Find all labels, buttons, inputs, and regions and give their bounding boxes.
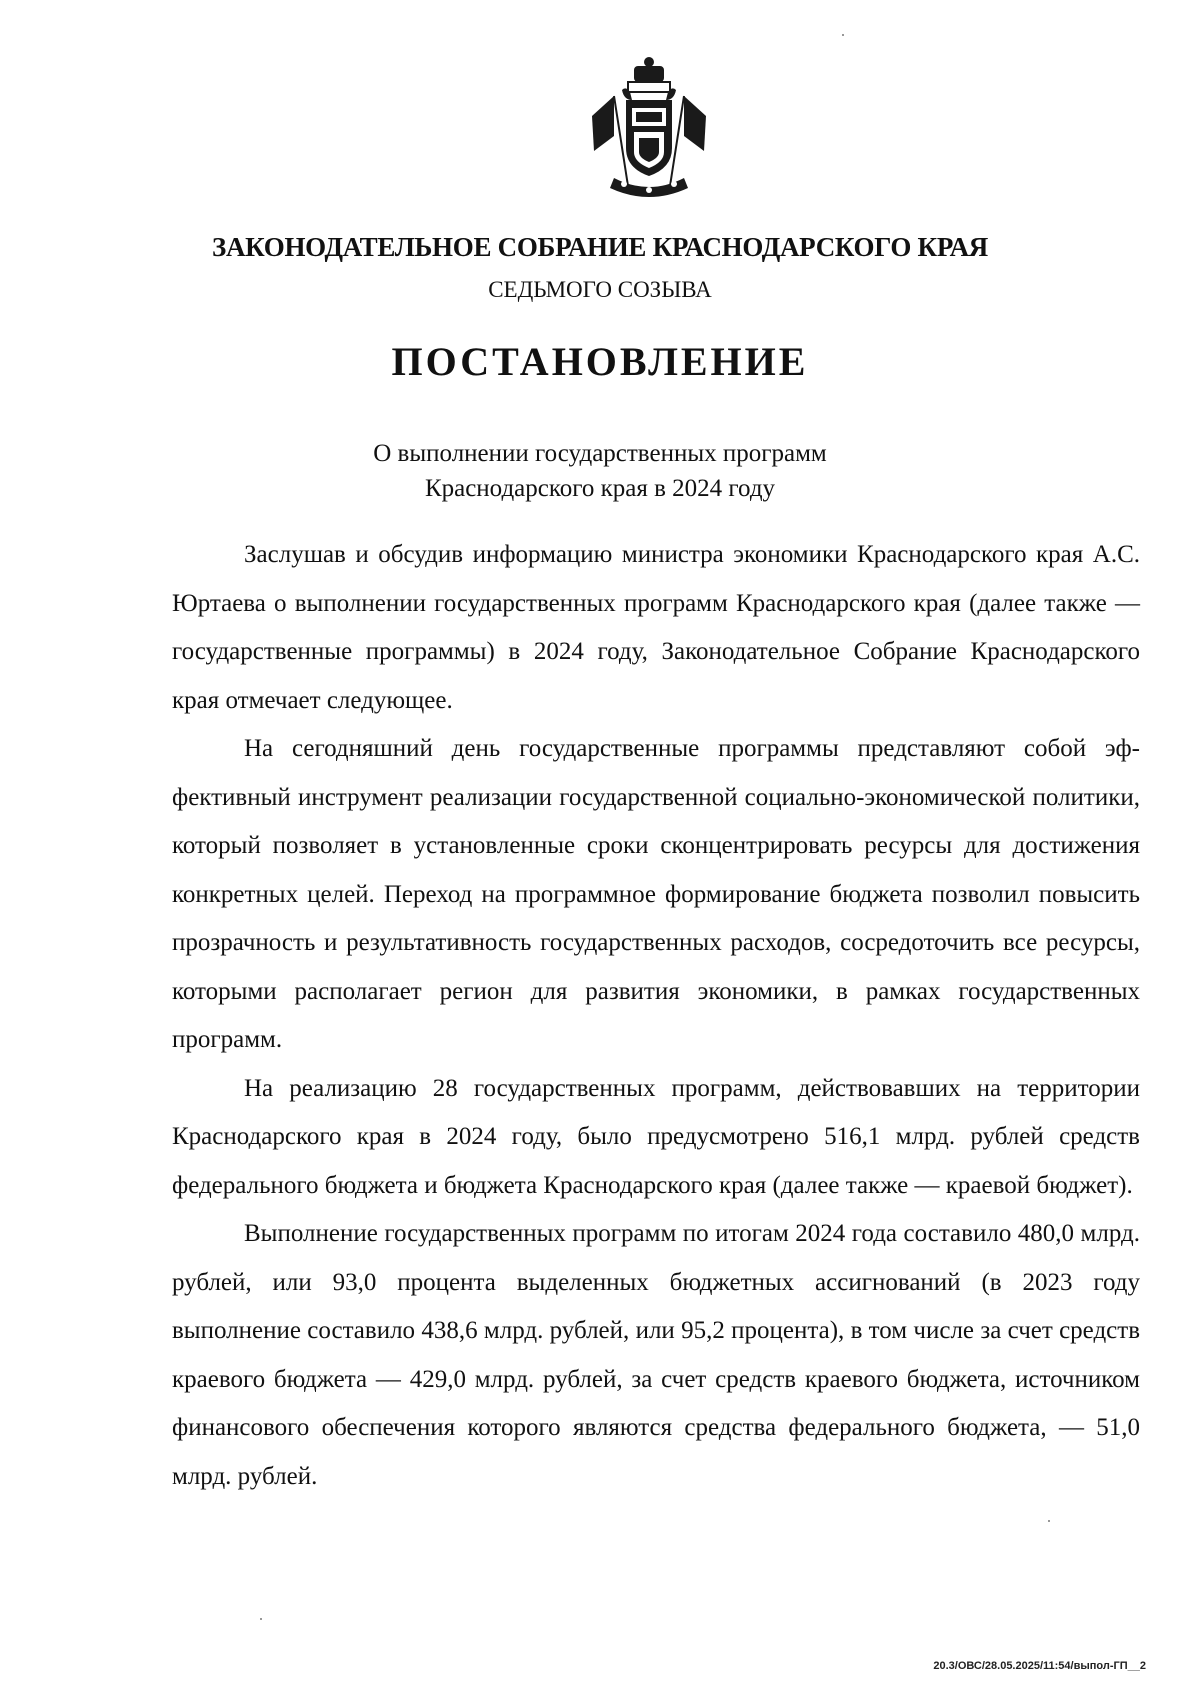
document-subject [0,436,1200,506]
body-paragraph: На реализацию 28 государственных программ, действовавших на территории Краснодарского края в 2024 году, было предусмотрено 516,1 млрд. рублей средств федерального бюджета и бюджета Краснодарского края (далее также — краевой бюджет). [172,1074,1140,1199]
scan-speck [842,34,844,36]
organization-name: ЗАКОНОДАТЕЛЬНОЕ СОБРАНИЕ КРАСНОДАРСКОГО КРАЯ [212,232,988,262]
scan-speck [260,1618,262,1620]
scan-speck [1048,1520,1050,1522]
body-paragraph: Выполнение государственных программ по итогам 2024 года составило 480,0 млрд. рублей, или 93,0 процента выделенных бюджетных ассигнований (в 2023 году выполнение составило 438,6 млрд. рублей, или 95,2 процента), в том числе за счет средств краевого бюджета — 429,0 млрд. рублей, за счет средств краевого бюджета, источником финансового обеспечения которого являются средства федерального бюджета, — 51,0 млрд. рублей. [172,1220,1140,1490]
body-paragraph: Заслушав и обсудив информацию министра экономики Краснодарского края А.С. Юртаева о выполнении государственных программ Краснодарского края (далее также — государственные программы) в 2024 году, Законодательное Собрание Краснодарского края отмечает следующее. [172,541,1140,714]
document-body [172,531,1140,1501]
krasnodar-krai-coat-of-arms-icon [584,56,714,206]
document-type-title: ПОСТАНОВЛЕНИЕ [391,339,809,384]
document-registration-code: 20.3/ОВС/28.05.2025/11:54/выпол-ГП__2 [933,1660,1146,1672]
convocation-label: СЕДЬМОГО СОЗЫВА [488,277,712,302]
subject-line-1: О выполнении государственных программ [373,440,827,467]
body-paragraph: На сегодняшний день государственные программы представляют собой эффективный инструмент реализации государственной социально-экономической политики, который позволяет в установленные сроки сконцентрировать ресурсы для достижения конкретных целей. Переход на программное формирование бюджета позволил повысить прозрачность и результативность государственных расходов, сосредоточить все ресурсы, которыми располагает регион для развития экономики, в рамках государственных программ. [172,735,1140,1053]
subject-line-2: Краснодарского края в 2024 году [424,475,776,502]
